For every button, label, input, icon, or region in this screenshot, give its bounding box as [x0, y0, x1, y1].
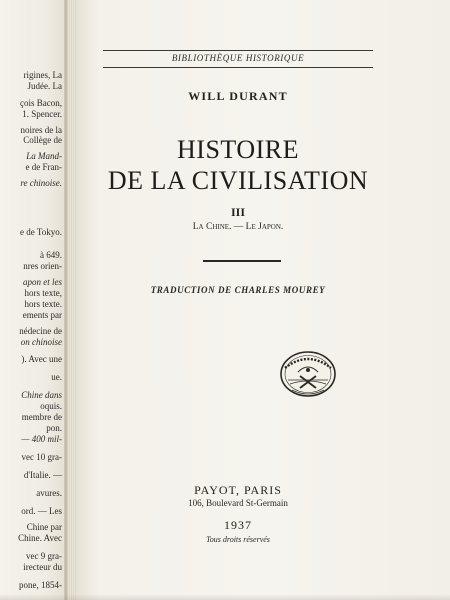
left-page-line: — 400 mil- [21, 434, 62, 444]
series-header [103, 50, 373, 68]
left-page-line: avures. [36, 488, 62, 498]
divider-rule [203, 260, 281, 262]
rights-notice: Tous droits réservés [206, 535, 270, 544]
book-title-line-2: DE LA CIVILISATION [107, 166, 369, 195]
left-page-line: çois Bacon, [20, 98, 62, 108]
volume-subtitle: La Chine. — Le Japon. [192, 222, 284, 232]
bottom-shadow [0, 594, 450, 600]
left-page-line: Chine par [26, 522, 62, 532]
left-page-line: Chine dans [21, 390, 62, 400]
left-page-line: vec 10 gra- [21, 452, 62, 462]
left-page-line: vec 9 gra- [26, 551, 62, 561]
left-page-line: e de Fran- [25, 162, 62, 172]
left-page-line: ue. [51, 372, 62, 382]
left-page [0, 0, 66, 600]
left-page-line: pon. [46, 423, 62, 433]
left-page-line: re chinoise. [20, 178, 62, 188]
left-page-line: e de Tokyo. [20, 227, 62, 237]
left-page-line: Collège de [23, 135, 62, 145]
left-page-line: ements par [22, 310, 62, 320]
left-page-line: on chinoise [20, 337, 62, 347]
left-page-line: Chine. Avec [18, 533, 62, 543]
left-page-line: Judée. La [27, 81, 62, 91]
left-page-line: ord. — Les [21, 506, 62, 516]
left-page-line: 1. Spencer. [22, 109, 62, 119]
left-page-line: ). Avec une [21, 354, 62, 364]
left-page-line: La Mand- [26, 151, 62, 161]
publisher-emblem-icon [276, 348, 340, 400]
left-page-line: pone, 1854- [19, 580, 62, 590]
series-title: BIBLIOTHÈQUE HISTORIQUE [171, 53, 305, 63]
publication-year: 1937 [224, 518, 252, 532]
left-page-line: apon et les [23, 277, 62, 287]
volume-number: III [230, 205, 245, 219]
left-page-line: rigines, La [23, 70, 62, 80]
author-name: WILL DURANT [188, 89, 288, 103]
left-page-line: hors texte. [24, 299, 62, 309]
title-page [76, 0, 450, 600]
left-page-line: d'Italie. — [23, 470, 62, 480]
left-page-line: hors texte, [24, 288, 62, 298]
book-title-line-1: HISTOIRE [177, 135, 299, 164]
left-page-line: membre de [21, 412, 62, 422]
translation-credit: TRADUCTION DE CHARLES MOUREY [150, 285, 326, 295]
publisher-name: PAYOT, PARIS [194, 483, 282, 497]
publisher-address: 106, Boulevard St-Germain [188, 498, 288, 508]
page-stack-edge [68, 0, 76, 600]
left-page-line: oquis. [40, 401, 62, 411]
left-page-line: nres orien- [23, 261, 62, 271]
left-page-line: nédecine de [19, 326, 62, 336]
left-page-line: à 649. [40, 250, 62, 260]
left-page-line: irecteur du [23, 562, 62, 572]
left-page-line: noires de la [20, 125, 62, 135]
